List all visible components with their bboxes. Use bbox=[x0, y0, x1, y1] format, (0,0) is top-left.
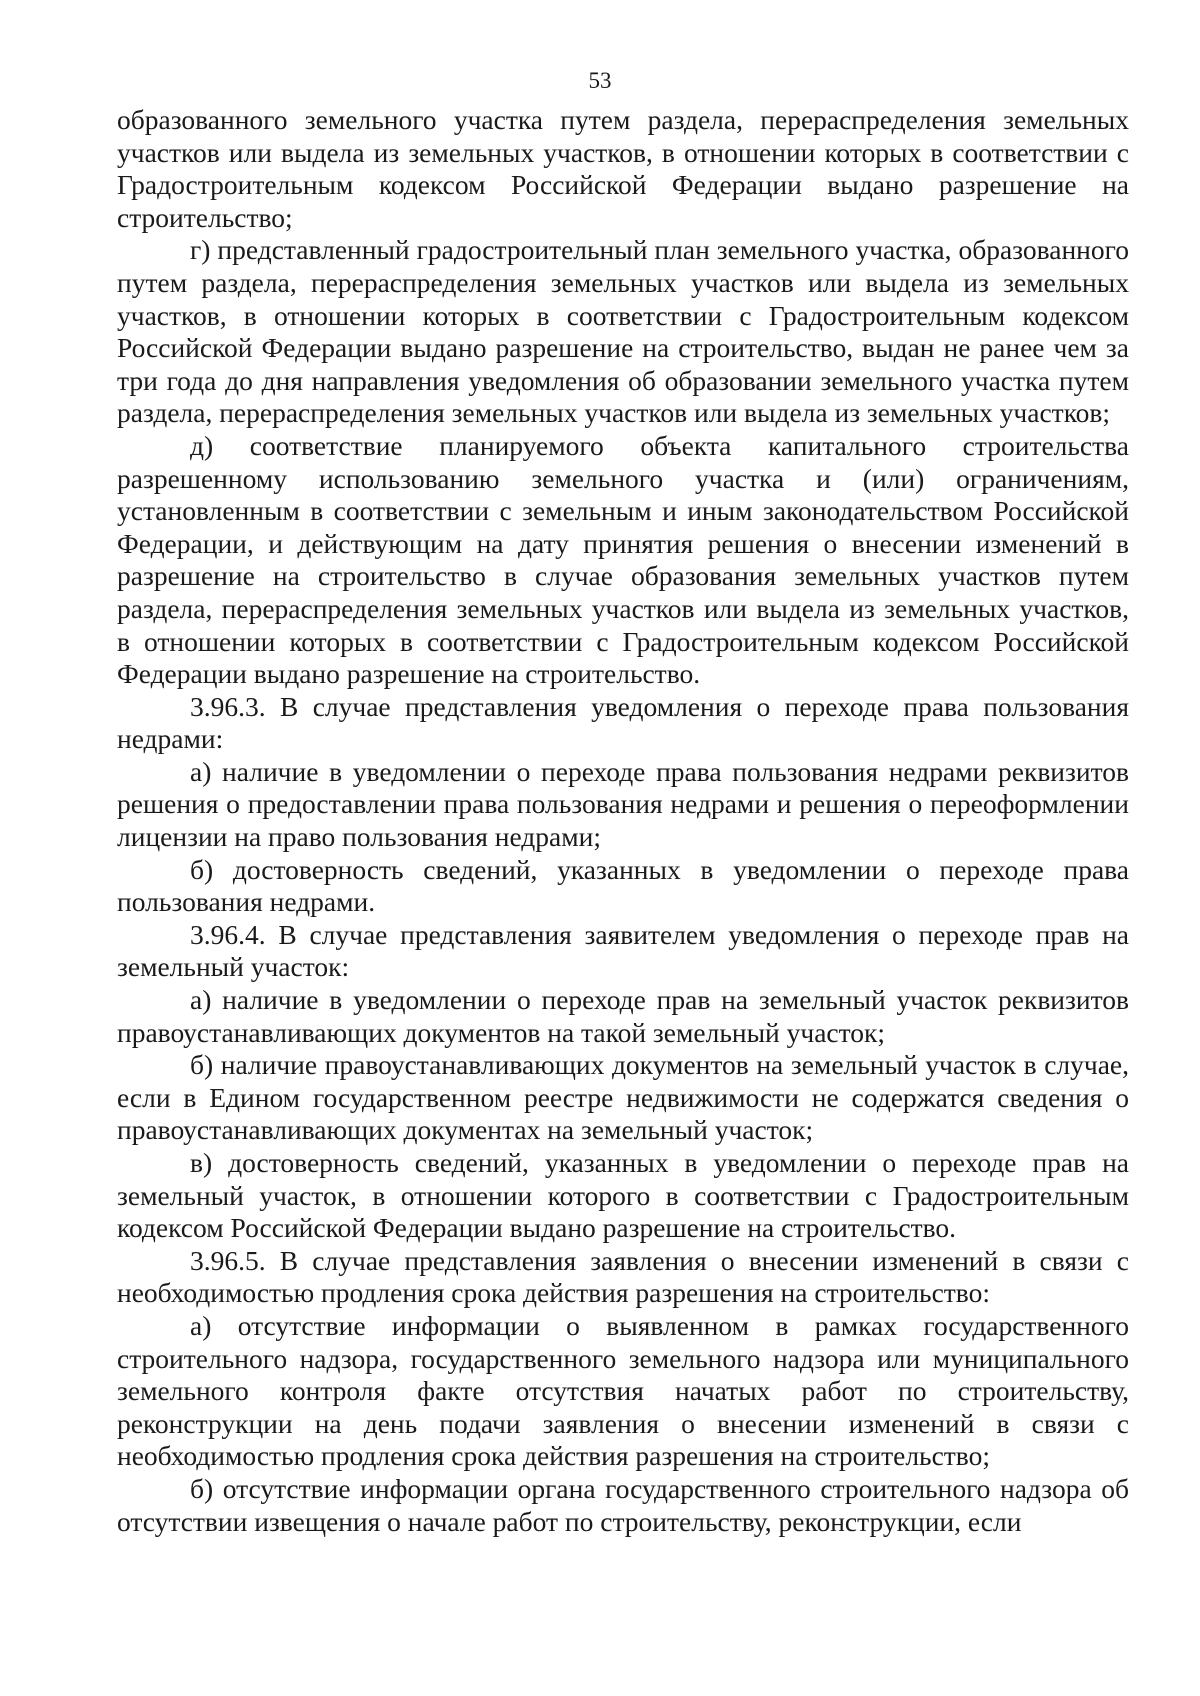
paragraph: а) отсутствие информации о выявленном в рамках государственного строительного надзора, государственного земельного надзора или муниципального земельного контроля факте отсутствия начатых работ по строительству, реконструкции на день подачи заявления о внесении изменений в связи с необходимостью продления срока действия разрешения на строительство; bbox=[117, 1309, 1129, 1472]
page-number: 53 bbox=[588, 68, 612, 93]
paragraph: б) достоверность сведений, указанных в уведомлении о переходе права пользования недрами. bbox=[117, 853, 1129, 918]
paragraph: б) отсутствие информации органа государственного строительного надзора об отсутствии извещения о начале работ по строительству, реконструкции, если bbox=[117, 1472, 1129, 1537]
paragraph: в) достоверность сведений, указанных в уведомлении о переходе прав на земельный участок, в отношении которого в соответствии с Градостроительным кодексом Российской Федерации выдано разрешение на строительство. bbox=[117, 1147, 1129, 1244]
paragraph: б) наличие правоустанавливающих документов на земельный участок в случае, если в Едином государственном реестре недвижимости не содержатся сведения о правоустанавливающих документах на земельный участок; bbox=[117, 1049, 1129, 1146]
paragraph: образованного земельного участка путем раздела, перераспределения земельных участков или выдела из земельных участков, в отношении которых в соответствии с Градостроительным кодексом Российской Федерации выдано разрешение на строительство; bbox=[117, 104, 1129, 233]
paragraph: 3.96.3. В случае представления уведомления о переходе права пользования недрами: bbox=[117, 690, 1129, 755]
document-body bbox=[117, 104, 1129, 1538]
paragraph: 3.96.4. В случае представления заявителем уведомления о переходе прав на земельный участок: bbox=[117, 918, 1129, 983]
paragraph: а) наличие в уведомлении о переходе права пользования недрами реквизитов решения о предоставлении права пользования недрами и решения о переоформлении лицензии на право пользования недрами; bbox=[117, 755, 1129, 853]
paragraph: а) наличие в уведомлении о переходе прав на земельный участок реквизитов правоустанавливающих документов на такой земельный участок; bbox=[117, 984, 1129, 1048]
paragraph: г) представленный градостроительный план земельного участка, образованного путем раздела, перераспределения земельных участков или выдела из земельных участков, в отношении которых в соответствии с Градостроительным кодексом Российской Федерации выдано разрешение на строительство, выдан не ранее чем за три года до дня направления уведомления об образовании земельного участка путем раздела, перераспределения земельных участков или выдела из земельных участков; bbox=[117, 234, 1129, 429]
paragraph: 3.96.5. В случае представления заявления о внесении изменений в связи с необходимостью продления срока действия разрешения на строительство: bbox=[117, 1244, 1129, 1309]
paragraph: д) соответствие планируемого объекта капитального строительства разрешенному использованию земельного участка и (или) ограничениям, установленным в соответствии с земельным и иным законодательством Российской Федерации, и действующим на дату принятия решения о внесении изменений в разрешение на строительство в случае образования земельных участков путем раздела, перераспределения земельных участков или выдела из земельных участков, в отношении которых в соответствии с Градостроительным кодексом Российской Федерации выдано разрешение на строительство. bbox=[117, 429, 1129, 690]
